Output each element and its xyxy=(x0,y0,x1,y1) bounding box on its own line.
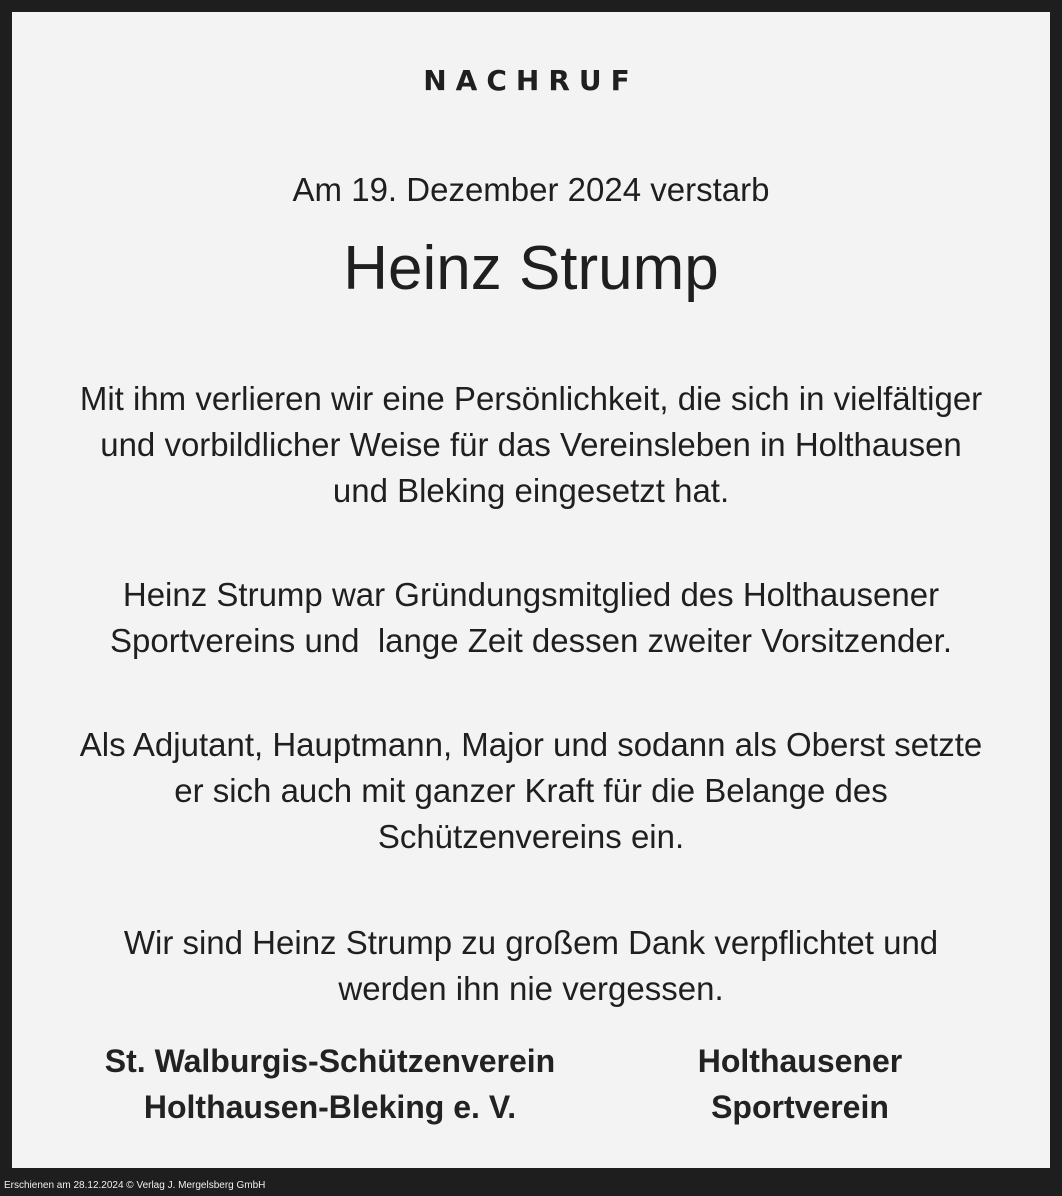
paragraph-line: Wir sind Heinz Strump zu großem Dank verpflichtet und xyxy=(123,924,939,961)
paragraph-line: und Bleking eingesetzt hat. xyxy=(332,472,730,509)
paragraph-line: Sportvereins und lange Zeit dessen zweiter Vorsitzender. xyxy=(110,622,952,659)
signature-sportverein xyxy=(630,1038,970,1130)
paragraph-line: Mit ihm verlieren wir eine Persönlichkeit, die sich in vielfältiger xyxy=(79,380,983,417)
obituary-notice xyxy=(12,12,1050,1168)
signature-line: Sportverein xyxy=(711,1089,889,1125)
paragraph-line: und vorbildlicher Weise für das Vereinsleben in Holthausen xyxy=(100,426,962,463)
signature-schuetzenverein xyxy=(60,1038,600,1130)
signature-line: Holthausener xyxy=(697,1043,903,1079)
notice-heading: NACHRUF xyxy=(423,64,639,97)
publication-footer: Erschienen am 28.12.2024 © Verlag J. Mergelsberg GmbH xyxy=(4,1180,266,1191)
paragraph-1 xyxy=(12,376,1050,514)
deceased-name: Heinz Strump xyxy=(343,234,719,303)
paragraph-line: er sich auch mit ganzer Kraft für die Belange des xyxy=(174,772,888,809)
paragraph-3 xyxy=(12,722,1050,860)
paragraph-line: Heinz Strump war Gründungsmitglied des Holthausener xyxy=(122,576,940,613)
paragraph-line: Als Adjutant, Hauptmann, Major und sodann als Oberst setzte xyxy=(79,726,983,763)
signature-line: St. Walburgis-Schützenverein xyxy=(104,1043,556,1079)
paragraph-line: werden ihn nie vergessen. xyxy=(338,970,724,1007)
paragraph-4 xyxy=(12,920,1050,1012)
paragraph-line: Schützenvereins ein. xyxy=(377,818,685,855)
signature-line: Holthausen-Bleking e. V. xyxy=(143,1089,517,1125)
death-date-line: Am 19. Dezember 2024 verstarb xyxy=(292,171,770,208)
paragraph-2 xyxy=(12,572,1050,664)
